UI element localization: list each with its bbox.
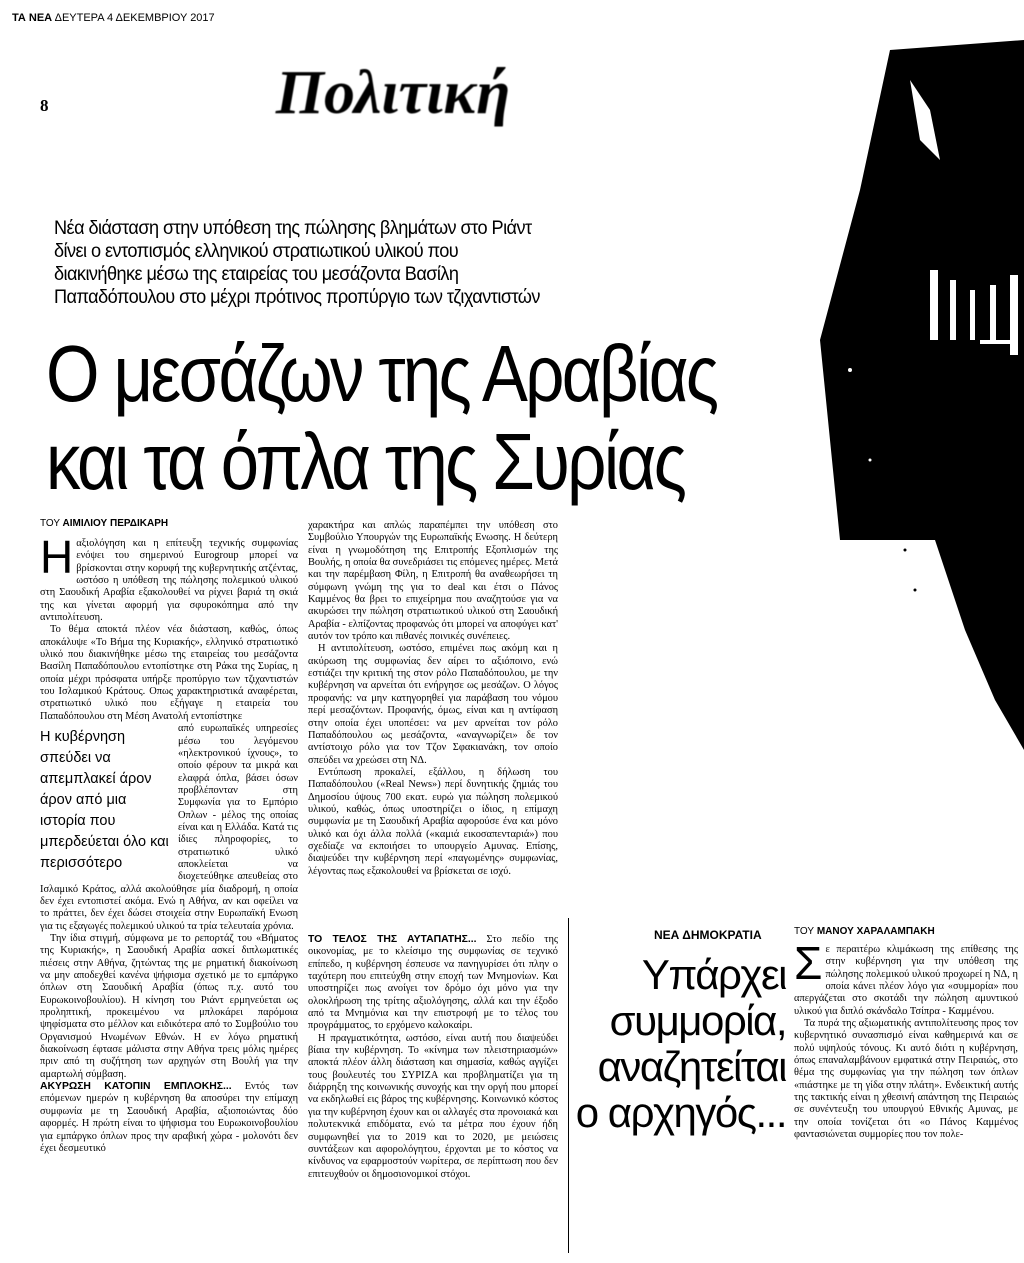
page-number: 8	[40, 96, 49, 115]
date-line: ΔΕΥΤΕΡΑ 4 ΔΕΚΕΜΒΡΙΟΥ 2017	[54, 12, 215, 24]
sidebar-byline: ΤΟΥ ΜΑΝΟΥ ΧΑΡΑΛΑΜΠΑΚΗ	[794, 926, 935, 937]
article-headline: Ο μεσάζων της Αραβίας και τα όπλα της Συρίας	[46, 329, 717, 506]
sidebar-divider	[568, 918, 569, 1253]
article-column-2-lower: ΤΟ ΤΕΛΟΣ ΤΗΣ ΑΥΤΑΠΑΤΗΣ... Στο πεδίο της οικονομίας, με το κλείσιμο της συμφωνίας σε τεχνικό επίπεδο, η κυβέρνηση έσπευσε να πανηγυρίσει ότι πλην ο ταχύτερη που επιτεύχθη στην εποχή των Μνημονίων. Και υποστηρίζει πως ανοίγει τον δρόμο όχι μόνο για την ολοκλήρωση της τρίτης αξιολόγησης, αλλά και την έξοδο από τα Μνημόνια και την επιστροφή με το τέλος του προγράμματος, το ερχόμενο καλοκαίρι. Η πραγματικότητα, ωστόσο, είναι αυτή που διαψεύδει βίαια την κυβέρνηση. Το «κίνημα των πλειστηριασμών» αποκτά πλέον άλλη διάσταση και σημασία, καθώς αγγίζει τους βουλευτές του ΣΥΡΙΖΑ και προβληματίζει για τη διάρρηξη της κοινωνικής συνοχής και την οργή που μπορεί να εκδηλωθεί εις βάρος της κυβέρνησης. Κοινωνικό κόστος για την κυβέρνηση έχουν και οι αλλαγές στα προνοιακά και πολυτεκνικά επιδόματα, ενώ τα μέτρα που έχουν ήδη συμφωνηθεί για το 2019 και το 2020, με μειώσεις συντάξεων και αφορολόγητου, έρχονται με το κόστος να κίνδυνος να εφαρμοστούν νωρίτερα, σε περίπτωση που δεν επιτευχθούν οι δημοσιονομικοί στόχοι.	[308, 934, 558, 1180]
subsection-heading: ΑΚΥΡΩΣΗ ΚΑΤΟΠΙΝ ΕΜΠΛΟΚΗΣ...	[40, 1081, 232, 1093]
article-column-2: χαρακτήρα και απλώς παραπέμπει την υπόθεση στο Συμβούλιο Υπουργών της Ευρωπαϊκής Ενωσης. Η δεύτερη είναι η γνωμοδότηση της Επιτροπής Εξοπλισμών της Βουλής, η οποία θα συνεδριάσει τις επόμενες ημέρες. Μετά και την παρέμβαση Φίλη, η Επιτροπή θα αναθεωρήσει τη σύμφωνη γνώμη της για το deal και έτσι ο Πάνος Καμμένος θα βρει το επιχείρημα που αναζητούσε για να ακυρώσει την πώληση στρατιωτικού υλικού στη Σαουδική Αραβία - ελπίζοντας προφανώς ότι μπορεί να αποφύγει κατ' αυτόν τον τρόπο και πιθανές ποινικές συνέπειες. Η αντιπολίτευση, ωστόσο, επιμένει πως ακόμη και η ακύρωση της συμφωνίας δεν αίρει το αξιόποινο, ενώ εστιάζει την κριτική της στον ρόλο Παπαδόπουλου, με την κυβέρνηση να αρνείται ότι ενήργησε ως μεσάζων. Ο λόγος προφανής: να μην κατηγορηθεί για παράβαση του νόμου περί μεσαζόντων. Προφανής, όμως, είναι και η αντίφαση στην οποία έχει υποπέσει: να μεν αρνείται τον ρόλο Παπαδόπουλου ως μεσάζοντα, «αναγνωρίζει» δε τον αντίστοιχο ρόλο για τον Τζον Σφακιανάκη, τον οποίο σπεύδει να χρεώσει στη ΝΔ. Εντύπωση προκαλεί, εξάλλου, η δήλωση του Παπαδόπουλου («Real News») περί δυνητικής ζημιάς του Δημοσίου ύψους 700 εκατ. ευρώ για πώληση πολεμικού υλικού, καθώς, όπως υποστηρίζει ο ίδιος, η επίμαχη συμφωνία με τη Σαουδική Αραβία αφορούσε ένα και μόνο υλικό και όχι άλλα πολλά («καμιά εικοσαπενταριά») που σχεδίαζε να εκποιήσει το υπουργείο Αμυνας. Επίσης, διαψεύδει την κυβέρνηση περί «παγωμένης» συμφωνίας, λέγοντας πως εξακολουθεί να βρίσκεται σε ισχύ.	[308, 520, 558, 877]
section-title: Πολιτική	[275, 59, 511, 127]
subsection-heading-2: ΤΟ ΤΕΛΟΣ ΤΗΣ ΑΥΤΑΠΑΤΗΣ...	[308, 934, 477, 945]
masthead-line	[12, 12, 215, 24]
article-subhead: Νέα διάσταση στην υπόθεση της πώλησης βλημάτων στο Ριάντ δίνει ο εντοπισμός ελληνικού στρατιωτικού υλικού που διακινήθηκε μέσω της εταιρείας του μεσάζοντα Βασίλη Παπαδόπουλου στο μέχρι πρότινος προπύργιο των τζιχαντιστών	[54, 217, 540, 308]
drop-cap: Η	[40, 538, 74, 583]
sidebar-party-label: ΝΕΑ ΔΗΜΟΚΡΑΤΙΑ	[654, 928, 762, 942]
pull-quote: Η κυβέρνηση σπεύδει να απεμπλακεί άρον άρον από μια ιστορία που μπερδεύεται όλο και περισσότερο	[40, 729, 169, 872]
article-photo	[800, 40, 1024, 540]
sidebar-headline: Υπάρχει συμμορία, αναζητείται ο αρχηγός...	[575, 951, 786, 1136]
article-column-1: Ηαξιολόγηση και η επίτευξη τεχνικής συμφωνίας ενόψει του σημερινού Eurogroup μπορεί να βρίσκονται στην κορυφή της κυβερνητικής ατζέντας, ωστόσο η υπόθεση της πώλησης πολεμικού υλικού στη Σαουδική Αραβία εξακολουθεί να ρίχνει βαριά τη σκιά της και γίνεται αφορμή για σφυροκόπημα από την αντιπολίτευση. Το θέμα αποκτά πλέον νέα διάσταση, καθώς, όπως αποκάλυψε «Το Βήμα της Κυριακής», ελληνικό στρατιωτικό υλικό που διακινήθηκε μέσω της εταιρείας του μεσάζοντα Βασίλη Παπαδόπουλου εντοπίστηκε στη Ράκα της Συρίας, η οποία μέχρι πρόσφατα υπήρξε προπύργιο των τζιχαντιστών του Ισλαμικού Κράτους. Οπως χαρακτηριστικά αναφέρεται, στρατιωτικό υλικό που εξήγαγε η εταιρεία του Παπαδόπουλου στη Μέση Ανατολή εντοπίστηκε Η κυβέρνηση σπεύδει να απεμπλακεί άρον άρον από μια ιστορία που μπερδεύεται όλο και περισσότερο από ευρωπαϊκές υπηρεσίες μέσω του λεγόμενου «ηλεκτρονικού ίχνους», το οποίο φέρουν τα μικρά και ελαφρά όπλα, βάσει όσων προβλέπονταν στη Συμφωνία για το Εμπόριο Οπλων - μέλος της οποίας είναι και η Ελλάδα. Κατά τις ίδιες πληροφορίες, το στρατιωτικό υλικό αποκλείεται να διοχετεύθηκε απευθείας στο Ισλαμικό Κράτος, αλλά ακολούθησε μία διαδρομή, η οποία δεν έχει εντοπιστεί ακόμα. Ενώ η Αθήνα, αν και οφείλει να το πράττει, δεν έχει δώσει στοιχεία στην Ευρωπαϊκή Ενωση για τις εξαγωγές πολεμικού υλικού τα τρία τελευταία χρόνια. Την ίδια στιγμή, σύμφωνα με το ρεπορτάζ του «Βήματος της Κυριακής», η Σαουδική Αραβία ασκεί διπλωματικές πιέσεις στην Αθήνα, ζητώντας της με ρηματική διακοίνωση να μην αποδεχθεί κανένα ψήφισμα σχετικό με το εμπάργκο όπλων στη Σαουδική Αραβία (όπως π.χ. αυτό του Ευρωκοινοβουλίου). Η κίνηση του Ριάντ ερμηνεύεται ως προληπτική, προκειμένου να μπλοκάρει παρόμοια ψηφίσματα στο μέλλον και ειδικότερα από το Συμβούλιο του Οργανισμού Ηνωμένων Εθνών. Η εν λόγω ρηματική διακοίνωση έφτασε μάλιστα στην Αθήνα τρεις μόλις ημέρες πριν από τη συζήτηση των αρχηγών στη Βουλή για την αμαρτωλή σύμβαση. ΑΚΥΡΩΣΗ ΚΑΤΟΠΙΝ ΕΜΠΛΟΚΗΣ... Εντός των επόμενων ημερών η κυβέρνηση θα αποσύρει την επίμαχη συμφωνία με τη Σαουδική Αραβία, αξιοποιώντας δύο αφορμές. Η πρώτη είναι το ψήφισμα του Ευρωκοινοβουλίου για εμπάργκο όπλων προς την αραβική χώρα - μολονότι δεν έχει δεσμευτικό	[40, 538, 298, 1154]
photo-lower-edge	[795, 540, 1024, 750]
paper-name: ΤΑ ΝΕΑ	[12, 12, 53, 24]
sidebar-drop-cap: Σ	[794, 944, 823, 989]
sidebar-column: Σε περαιτέρω κλιμάκωση της επίθεσης της στην κυβέρνηση για την υπόθεση της πώλησης πολεμικού υλικού προχωρεί η ΝΔ, η οποία κάνει πλέον λόγο για «συμμορία» που απεργάζεται στο σκοτάδι την πώληση αμυντικού υλικού για διπλό σκάνδαλο Τσίπρα - Καμμένου. Τα πυρά της αξιωματικής αντιπολίτευσης προς τον κυβερνητικό συνασπισμό είναι καθημερινά και σε πολύ υψηλούς τόνους. Κι αυτό διότι η κυβέρνηση, όπως επαναλαμβάνουν εμφατικά στην Πειραιώς, στο θέμα της συμφωνίας για την πώληση των όπλων «πιάστηκε με τη γίδα στην πλάτη». Ενδεικτική αυτής της τακτικής είναι η χθεσινή απάντηση της Πειραιώς σε συνέντευξη του υπουργού Εθνικής Αμυνας, με την οποία τονίζεται ότι «ο Πάνος Καμμένος φαντασιώνεται συμμορίες που τον πολε-	[794, 944, 1018, 1141]
article-byline: ΤΟΥ ΑΙΜΙΛΙΟΥ ΠΕΡΔΙΚΑΡΗ	[40, 518, 169, 529]
